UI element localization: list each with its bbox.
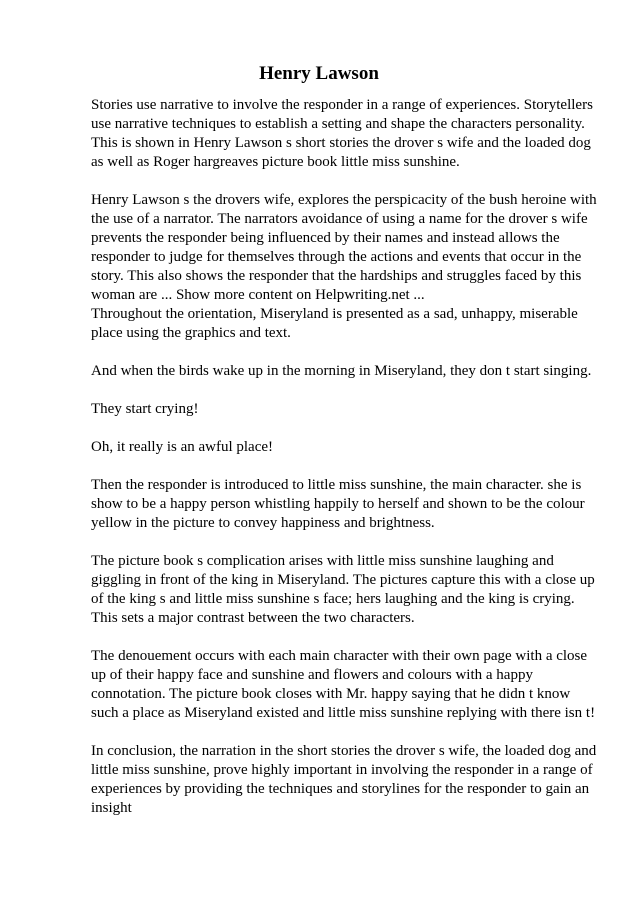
paragraph-complication: The picture book s complication arises with little miss sunshine laughing and giggling in front of the king in Miseryland. The pictures capture this with a close up of the king s and little miss sunshine s face; hers laughing and the king is crying. This sets a major contrast between the two characters. (91, 553, 595, 626)
paragraph-birds: And when the birds wake up in the morning in Miseryland, they don t start singing. (91, 363, 592, 379)
paragraph-drovers-wife: Henry Lawson s the drovers wife, explores the perspicacity of the bush heroine with the use of a narrator. The narrators avoidance of using a name for the drover s wife prevents the responder being influenced by their names and instead allows the responder to judge for themselves through the actions and events that occur in the story. This also shows the responder that the hardships and struggles faced by this woman are ... Show more content on Helpwriting.net ... (91, 192, 597, 303)
document-body (91, 96, 597, 837)
paragraph-orientation: Throughout the orientation, Miseryland is presented as a sad, unhappy, miserable place using the graphics and text. (91, 306, 578, 341)
paragraph-intro: Stories use narrative to involve the responder in a range of experiences. Storytellers use narrative techniques to establish a setting and shape the characters personality. This is shown in Henry Lawson s short stories the drover s wife and the loaded dog as well as Roger hargreaves picture book little miss sunshine. (91, 97, 593, 170)
document-title: Henry Lawson (259, 63, 379, 84)
paragraph-denouement: The denouement occurs with each main character with their own page with a close up of their happy face and sunshine and flowers and colours with a happy connotation. The picture book closes with Mr. happy saying that he didn t know such a place as Miseryland existed and little miss sunshine replying with there isn t! (91, 648, 596, 721)
paragraph-conclusion: In conclusion, the narration in the short stories the drover s wife, the loaded dog and little miss sunshine, prove highly important in involving the responder in a range of experiences by providing the techniques and storylines for the responder to gain an insight (91, 743, 597, 816)
paragraph-awful-place: Oh, it really is an awful place! (91, 439, 274, 455)
paragraph-crying: They start crying! (91, 401, 199, 417)
paragraph-introduction: Then the responder is introduced to little miss sunshine, the main character. she is show to be a happy person whistling happily to herself and shown to be the colour yellow in the picture to convey happiness and brightness. (91, 477, 585, 531)
